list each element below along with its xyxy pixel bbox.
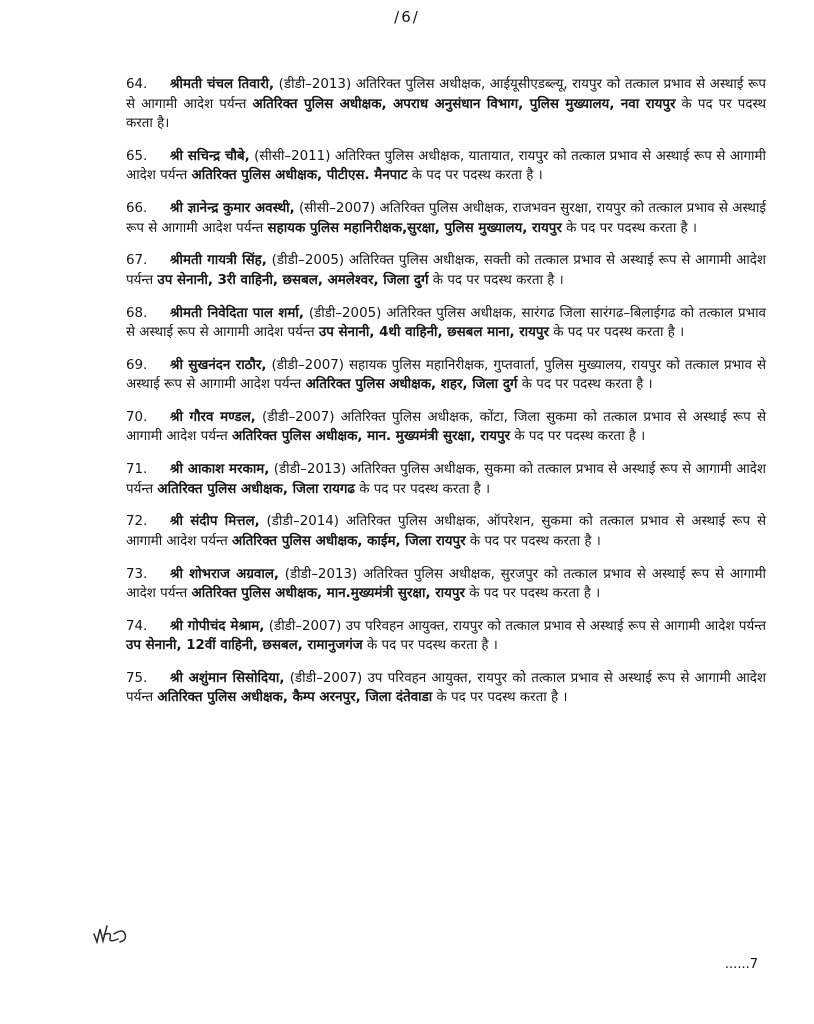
officer-name: श्री गौरव मण्डल,: [170, 410, 256, 426]
order-entry: [126, 669, 766, 708]
entry-tail: के पद पर पदस्थ करता है।: [126, 96, 767, 132]
entry-tail: के पद पर पदस्थ करता है ।: [561, 220, 697, 236]
new-post: अतिरिक्त पुलिस अधीक्षक, कैम्प अरनपुर, जिला दंतेवाडा: [157, 690, 433, 706]
order-entry: [126, 512, 766, 551]
signature-mark: [92, 922, 132, 944]
officer-name: श्री संदीप मित्तल,: [170, 514, 260, 530]
entry-number: 66.: [126, 201, 148, 217]
entry-body: (डीडी–2013) अतिरिक्त पुलिस अधीक्षक, सुकमा को तत्काल प्रभाव से अस्थाई रूप से आगामी आदेश पर्यन्त: [126, 462, 767, 497]
entry-body: (डीडी–2007) उप परिवहन आयुक्त, रायपुर को तत्काल प्रभाव से अस्थाई रूप से आगामी आदेश पर्यन्त: [126, 671, 766, 706]
entry-body: (डीडी–2007) सहायक पुलिस महानिरीक्षक, गुप्तवार्ता, पुलिस मुख्यालय, रायपुर को तत्काल प्रभाव से अस्थाई रूप से आगामी आदेश पर्यन्त: [126, 357, 766, 393]
entry-number: 67.: [126, 253, 148, 269]
entry-body: (डीडी–2014) अतिरिक्त पुलिस अधीक्षक, ऑपरेशन, सुकमा को तत्काल प्रभाव से अस्थाई रूप से आगामी आदेश पर्यन्त: [126, 514, 767, 549]
new-post: अतिरिक्त पुलिस अधीक्षक, पीटीएस. मैनपाट: [191, 168, 408, 184]
entry-tail: के पद पर पदस्थ करता है ।: [510, 429, 646, 445]
officer-name: श्री सुखनंदन राठौर,: [170, 357, 267, 373]
new-post: अतिरिक्त पुलिस अधीक्षक, काईम, जिला रायपुर: [231, 533, 466, 549]
entry-body: (सीसी–2011) अतिरिक्त पुलिस अधीक्षक, यातायात, रायपुर को तत्काल प्रभाव से अस्थाई रूप से आगामी आदेश पर्यन्त: [126, 149, 766, 184]
entry-tail: के पद पर पदस्थ करता है ।: [428, 272, 564, 288]
new-post: उप सेनानी, 3री वाहिनी, छसबल, अमलेश्वर, जिला दुर्ग: [157, 272, 429, 288]
order-entry: [126, 199, 766, 238]
entry-body: (डीडी–2005) अतिरिक्त पुलिस अधीक्षक, सारंगढ जिला सारंगढ–बिलाईगढ को तत्काल प्रभाव से अस्थाई रूप से आगामी आदेश पर्यन्त: [126, 305, 766, 341]
order-entry: [126, 356, 766, 395]
new-post: अतिरिक्त पुलिस अधीक्षक, अपराध अनुसंधान विभाग, पुलिस मुख्यालय, नवा रायपुर: [252, 96, 676, 112]
order-entry: [126, 460, 766, 499]
order-entry: [126, 617, 766, 656]
entry-number: 73.: [126, 566, 148, 582]
new-post: अतिरिक्त पुलिस अधीक्षक, शहर, जिला दुर्ग: [305, 377, 518, 393]
order-entry: [126, 565, 766, 604]
entry-tail: के पद पर पदस्थ करता है ।: [362, 638, 498, 654]
entry-body: (डीडी–2013) अतिरिक्त पुलिस अधीक्षक, आईयूसीएडब्ल्यू, रायपुर को तत्काल प्रभाव से अस्थाई रूप से आगामी आदेश पर्यन्त: [126, 77, 766, 112]
entry-body: (सीसी–2007) अतिरिक्त पुलिस अधीक्षक, राजभवन सुरक्षा, रायपुर को तत्काल प्रभाव से अस्थाई रूप से आगामी आदेश पर्यन्त: [126, 201, 766, 236]
officer-name: श्रीमती गायत्री सिंह,: [170, 253, 267, 269]
new-post: अतिरिक्त पुलिस अधीक्षक, मान.मुख्यमंत्री सुरक्षा, रायपुर: [191, 586, 465, 602]
entry-number: 74.: [126, 618, 148, 634]
officer-name: श्री अशुंमान सिसोदिया,: [170, 671, 285, 687]
officer-name: श्री शोभराज अग्रवाल,: [170, 566, 279, 582]
entry-number: 72.: [126, 514, 148, 530]
entry-number: 69.: [126, 357, 148, 373]
officer-name: श्री ज्ञानेन्द्र कुमार अवस्थी,: [170, 201, 295, 217]
officer-name: श्री आकाश मरकाम,: [170, 462, 270, 478]
order-entry: [126, 304, 766, 343]
entry-tail: के पद पर पदस्थ करता है ।: [517, 377, 653, 393]
entry-tail: के पद पर पदस्थ करता है ।: [407, 168, 543, 184]
entry-tail: के पद पर पदस्थ करता है ।: [465, 586, 601, 602]
entry-tail: के पद पर पदस्थ करता है ।: [432, 690, 568, 706]
order-entries: [126, 62, 766, 720]
entry-body: (डीडी–2007) अतिरिक्त पुलिस अधीक्षक, कोंटा, जिला सुकमा को तत्काल प्रभाव से अस्थाई रूप से आगामी आदेश पर्यन्त: [126, 410, 766, 445]
order-entry: [126, 75, 766, 133]
officer-name: श्री सचिन्द्र चौबे,: [170, 149, 250, 164]
entry-body: (डीडी–2013) अतिरिक्त पुलिस अधीक्षक, सुरजपुर को तत्काल प्रभाव से अस्थाई रूप से आगामी आदेश पर्यन्त: [126, 566, 766, 602]
entry-number: 71.: [126, 462, 148, 478]
entry-body: (डीडी–2007) उप परिवहन आयुक्त, रायपुर को तत्काल प्रभाव से अस्थाई रूप से आगामी आदेश पर्यन्त: [264, 618, 766, 634]
order-entry: [126, 251, 766, 290]
entry-tail: के पद पर पदस्थ करता है ।: [465, 533, 601, 549]
continued-page-marker: ......7: [724, 957, 758, 972]
entry-body: (डीडी–2005) अतिरिक्त पुलिस अधीक्षक, सक्ती को तत्काल प्रभाव से अस्थाई रूप से आगामी आदेश पर्यन्त: [126, 253, 766, 288]
new-post: उप सेनानी, 4थी वाहिनी, छसबल माना, रायपुर: [318, 325, 549, 341]
officer-name: श्रीमती निवेदिता पाल शर्मा,: [170, 305, 304, 321]
new-post: सहायक पुलिस महानिरीक्षक,सुरक्षा, पुलिस मुख्यालय, रायपुर: [267, 220, 562, 236]
new-post: अतिरिक्त पुलिस अधीक्षक, जिला रायगढ: [157, 481, 355, 497]
entry-number: 68.: [126, 305, 148, 321]
page-number: /6/: [394, 8, 420, 26]
entry-number: 65.: [126, 149, 148, 164]
entry-tail: के पद पर पदस्थ करता है ।: [354, 481, 491, 497]
entry-number: 75.: [126, 671, 148, 687]
officer-name: श्री गोपीचंद मेश्राम,: [170, 618, 265, 634]
order-entry: [126, 147, 766, 186]
officer-name: श्रीमती चंचल तिवारी,: [170, 77, 275, 93]
entry-number: 70.: [126, 410, 148, 426]
order-entry: [126, 408, 766, 447]
entry-tail: के पद पर पदस्थ करता है ।: [549, 325, 685, 341]
new-post: अतिरिक्त पुलिस अधीक्षक, मान. मुख्यमंत्री सुरक्षा, रायपुर: [231, 429, 511, 445]
entry-number: 64.: [126, 77, 148, 93]
new-post: उप सेनानी, 12वीं वाहिनी, छसबल, रामानुजगंज: [126, 638, 363, 654]
